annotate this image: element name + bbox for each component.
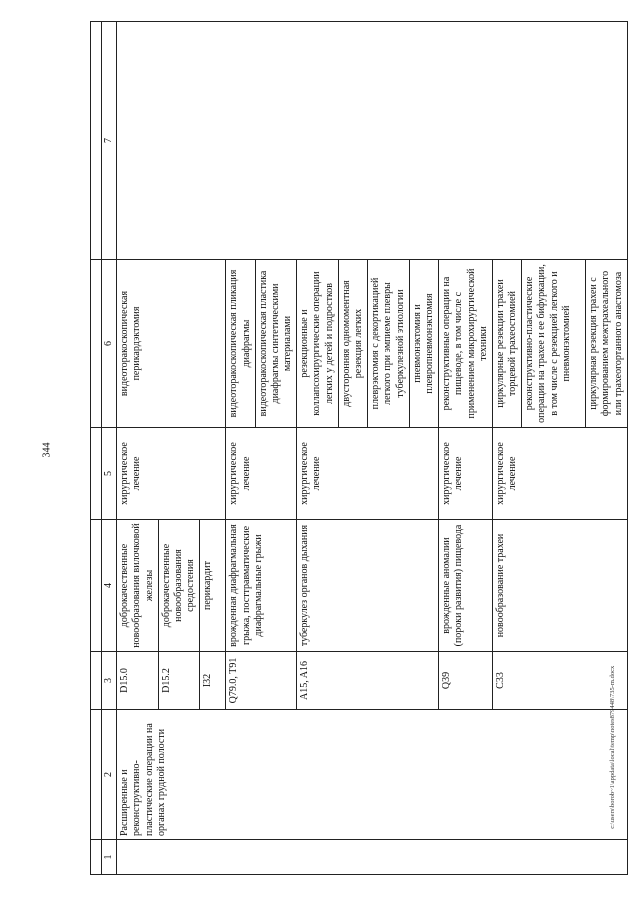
column-number-4: 4 bbox=[102, 520, 117, 652]
diagnosis-cell: перикардит bbox=[200, 520, 226, 652]
top-cell bbox=[91, 260, 102, 428]
treatment-cell: хирургическое лечение bbox=[297, 428, 439, 520]
column-number-7: 7 bbox=[102, 22, 117, 260]
column-number-1: 1 bbox=[102, 840, 117, 875]
method-cell: реконструктивно-пластические операции на трахее и ее бифуркации, в том числе с резекцией легкого и пневмонэктомией bbox=[522, 260, 586, 428]
method-cell: циркулярные резекции трахеи торцевой трахеостомией bbox=[492, 260, 521, 428]
group-name-cell bbox=[117, 710, 628, 840]
code-cell: Q39 bbox=[439, 652, 493, 710]
diagnosis-cell: доброкачественные новообразования вилочковой железы bbox=[117, 520, 159, 652]
row-number-cell bbox=[117, 840, 628, 875]
code-cell: I32 bbox=[200, 652, 226, 710]
treatment-cell: хирургическое лечение bbox=[439, 428, 493, 520]
code-cell: D15.2 bbox=[158, 652, 200, 710]
top-cell bbox=[91, 22, 102, 260]
method-cell: плеврэктомия с декортикацией легкого при эмпиеме плевры туберкулезной этиологии bbox=[368, 260, 410, 428]
treatment-cell: хирургическое лечение bbox=[492, 428, 627, 520]
top-cell bbox=[91, 840, 102, 875]
medical-care-table bbox=[90, 21, 628, 875]
diagnosis-cell: туберкулез органов дыхания bbox=[297, 520, 439, 652]
group-name-text: Расширенные и реконструктивно-пластические операции на органах грудной полости bbox=[119, 723, 167, 836]
top-cell bbox=[91, 520, 102, 652]
diagnosis-cell: врожденные аномалии (пороки развития) пищевода bbox=[439, 520, 493, 652]
method-cell: реконструктивные операции на пищеводе, в том числе с применением микрохирургической техники bbox=[439, 260, 493, 428]
method-cell: двусторонняя одномоментная резекция легких bbox=[338, 260, 367, 428]
diagnosis-cell: доброкачественные новообразования средостения bbox=[158, 520, 200, 652]
column-number-3: 3 bbox=[102, 652, 117, 710]
footer-file-path-text: c:\users\borob~1\appdata\local\temp\notes879448\735-m.docx bbox=[608, 666, 616, 829]
page-number-text: 344 bbox=[41, 442, 52, 458]
column-7-cell bbox=[117, 22, 628, 260]
code-cell: D15.0 bbox=[117, 652, 159, 710]
table-top-row bbox=[91, 22, 102, 875]
diagnosis-cell: врожденная диафрагмальная грыжа, посттравматические диафрагмальные грыжи bbox=[226, 520, 297, 652]
column-number-6: 6 bbox=[102, 260, 117, 428]
column-number-row bbox=[102, 22, 117, 875]
method-cell: видеоторакоскопическая перикардэктомия bbox=[117, 260, 226, 428]
treatment-cell: хирургическое лечение bbox=[117, 428, 226, 520]
code-cell: C33 bbox=[492, 652, 627, 710]
column-number-5: 5 bbox=[102, 428, 117, 520]
method-cell: циркулярная резекция трахеи с формированием межтрахеального или трахеогортанного анастомоза bbox=[586, 260, 628, 428]
column-number-2: 2 bbox=[102, 710, 117, 840]
top-cell bbox=[91, 428, 102, 520]
method-cell: пневмонэктомия и плевропневмонэктомия bbox=[409, 260, 438, 428]
method-cell: видеоторакоскопическая пликация диафрагмы bbox=[226, 260, 255, 428]
code-cell: Q79.0, T91 bbox=[226, 652, 297, 710]
method-cell: резекционные и коллапсохирургические операции легких у детей и подростков bbox=[297, 260, 339, 428]
table-row bbox=[117, 22, 159, 875]
diagnosis-cell: новообразование трахеи bbox=[492, 520, 627, 652]
code-cell: A15, A16 bbox=[297, 652, 439, 710]
top-cell bbox=[91, 652, 102, 710]
top-cell bbox=[91, 710, 102, 840]
method-cell: видеоторакоскопическая пластика диафрагмы синтетическими материалами bbox=[255, 260, 297, 428]
page-number bbox=[37, 435, 57, 465]
treatment-cell: хирургическое лечение bbox=[226, 428, 297, 520]
